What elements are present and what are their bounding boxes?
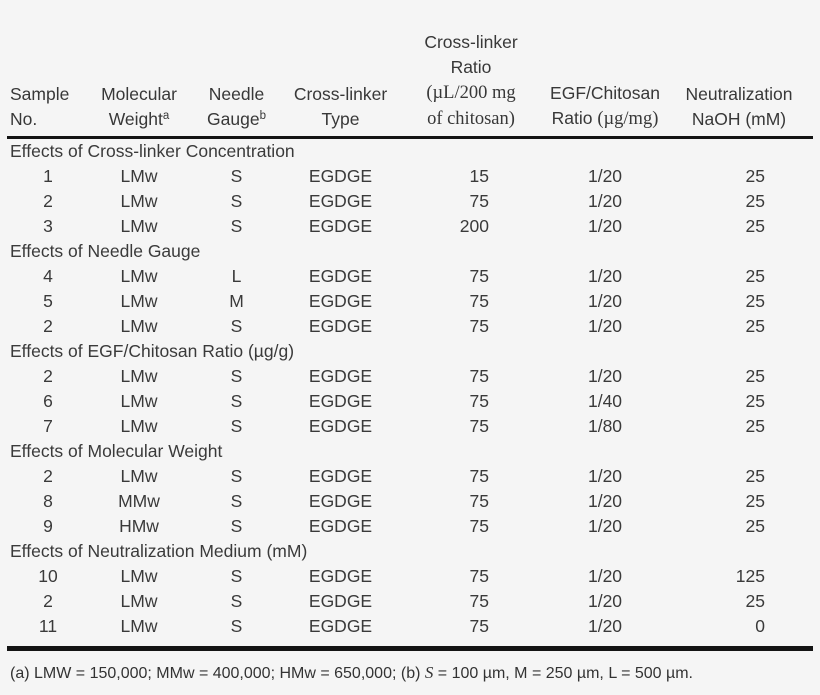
cell-egf-chitosan-ratio: 1/20 (587, 616, 623, 636)
cell-crosslinker-ratio: 75 (469, 316, 489, 336)
cell-molecular-weight: LMw (120, 166, 158, 186)
cell-crosslinker-type: EGDGE (308, 466, 373, 486)
cell-egf-chitosan-ratio: 1/20 (587, 316, 623, 336)
header-unit-line: (µg/mg) (597, 109, 659, 129)
section-title: Effects of Needle Gauge (10, 241, 201, 261)
cell-molecular-weight: LMw (120, 291, 158, 311)
cell-crosslinker-type: EGDGE (308, 166, 373, 186)
header-line: Needle (208, 84, 265, 104)
cell-neutralization-naoh: 25 (745, 416, 765, 436)
cell-sample-no: 2 (43, 466, 53, 486)
footnote-marker-a: a (162, 110, 170, 122)
header-line: Cross-linker (293, 84, 388, 104)
cell-sample-no: 7 (43, 416, 53, 436)
cell-sample-no: 5 (43, 291, 53, 311)
cell-crosslinker-ratio: 75 (469, 491, 489, 511)
cell-sample-no: 2 (43, 366, 53, 386)
cell-needle-gauge: S (230, 491, 243, 511)
cell-neutralization-naoh: 25 (745, 166, 765, 186)
cell-molecular-weight: LMw (120, 566, 158, 586)
cell-crosslinker-ratio: 75 (469, 366, 489, 386)
cell-molecular-weight: LMw (120, 416, 158, 436)
cell-neutralization-naoh: 25 (745, 291, 765, 311)
table-body (7, 139, 813, 639)
col-header-neutralization-naoh (665, 82, 813, 132)
cell-needle-gauge: S (230, 366, 243, 386)
cell-molecular-weight: LMw (120, 391, 158, 411)
cell-crosslinker-ratio: 75 (469, 191, 489, 211)
header-line: Sample (10, 84, 70, 104)
cell-crosslinker-ratio: 75 (469, 266, 489, 286)
cell-egf-chitosan-ratio: 1/20 (587, 291, 623, 311)
cell-needle-gauge: S (230, 216, 243, 236)
cell-crosslinker-ratio: 75 (469, 516, 489, 536)
col-header-needle-gauge (189, 82, 284, 132)
cell-sample-no: 1 (43, 166, 53, 186)
col-header-egf-chitosan-ratio (545, 81, 665, 132)
experimental-conditions-table (7, 0, 813, 684)
cell-molecular-weight: LMw (120, 316, 158, 336)
cell-needle-gauge: S (230, 466, 243, 486)
header-line: Ratio (450, 57, 492, 77)
cell-crosslinker-ratio: 75 (469, 291, 489, 311)
cell-sample-no: 6 (43, 391, 53, 411)
cell-neutralization-naoh: 25 (745, 366, 765, 386)
cell-needle-gauge: L (231, 266, 242, 286)
cell-sample-no: 11 (38, 616, 58, 636)
cell-neutralization-naoh: 0 (755, 616, 765, 636)
header-line: Neutralization (685, 84, 793, 104)
cell-crosslinker-type: EGDGE (308, 416, 373, 436)
cell-crosslinker-type: EGDGE (308, 591, 373, 611)
cell-molecular-weight: HMw (119, 516, 159, 536)
cell-egf-chitosan-ratio: 1/20 (587, 466, 623, 486)
cell-crosslinker-ratio: 75 (469, 391, 489, 411)
cell-neutralization-naoh: 25 (745, 466, 765, 486)
col-header-crosslinker-type (284, 82, 397, 132)
cell-sample-no: 2 (43, 191, 53, 211)
cell-crosslinker-type: EGDGE (308, 291, 373, 311)
cell-molecular-weight: LMw (120, 616, 158, 636)
cell-sample-no: 4 (43, 266, 53, 286)
bottom-rule (7, 646, 813, 651)
cell-crosslinker-type: EGDGE (308, 366, 373, 386)
cell-egf-chitosan-ratio: 1/20 (587, 366, 623, 386)
cell-crosslinker-ratio: 75 (469, 616, 489, 636)
cell-molecular-weight: MMw (118, 491, 160, 511)
section-title: Effects of Cross-linker Concentration (10, 141, 295, 161)
cell-egf-chitosan-ratio: 1/20 (587, 266, 623, 286)
table-header-row (7, 0, 813, 132)
header-line: Type (321, 109, 360, 129)
cell-crosslinker-ratio: 200 (459, 216, 489, 236)
cell-needle-gauge: S (230, 566, 243, 586)
col-header-sample-no (7, 82, 89, 132)
cell-sample-no: 9 (43, 516, 53, 536)
cell-crosslinker-ratio: 75 (469, 566, 489, 586)
cell-egf-chitosan-ratio: 1/20 (587, 216, 623, 236)
cell-crosslinker-ratio: 15 (469, 166, 489, 186)
header-line: Cross-linker (424, 32, 518, 52)
footnote-marker-b: b (259, 110, 266, 122)
header-unit-line: (µL/200 mg (426, 83, 516, 103)
cell-sample-no: 2 (43, 316, 53, 336)
cell-egf-chitosan-ratio: 1/80 (587, 416, 623, 436)
cell-crosslinker-type: EGDGE (308, 216, 373, 236)
cell-molecular-weight: LMw (120, 591, 158, 611)
cell-neutralization-naoh: 25 (745, 391, 765, 411)
footnote-s-symbol: S (424, 663, 434, 682)
header-unit-line: of chitosan) (427, 109, 515, 129)
cell-neutralization-naoh: 25 (745, 191, 765, 211)
cell-sample-no: 10 (38, 566, 58, 586)
cell-crosslinker-type: EGDGE (308, 391, 373, 411)
header-line: Gauge (207, 109, 260, 129)
cell-crosslinker-type: EGDGE (308, 191, 373, 211)
cell-crosslinker-ratio: 75 (469, 416, 489, 436)
cell-molecular-weight: LMw (120, 266, 158, 286)
header-line: Weight (108, 109, 163, 129)
col-header-crosslinker-ratio (397, 30, 545, 132)
table-footnote (7, 662, 813, 684)
cell-sample-no: 8 (43, 491, 53, 511)
cell-neutralization-naoh: 25 (745, 266, 765, 286)
cell-egf-chitosan-ratio: 1/40 (587, 391, 623, 411)
cell-molecular-weight: LMw (120, 216, 158, 236)
cell-needle-gauge: S (230, 516, 243, 536)
cell-needle-gauge: S (230, 416, 243, 436)
header-line: NaOH (mM) (691, 109, 787, 129)
header-line: Ratio (551, 108, 598, 128)
cell-neutralization-naoh: 125 (735, 566, 765, 586)
cell-neutralization-naoh: 25 (745, 516, 765, 536)
cell-crosslinker-ratio: 75 (469, 591, 489, 611)
cell-needle-gauge: S (230, 316, 243, 336)
cell-crosslinker-type: EGDGE (308, 616, 373, 636)
cell-sample-no: 2 (43, 591, 53, 611)
cell-neutralization-naoh: 25 (745, 591, 765, 611)
cell-molecular-weight: LMw (120, 191, 158, 211)
cell-needle-gauge: S (230, 616, 243, 636)
cell-egf-chitosan-ratio: 1/20 (587, 591, 623, 611)
cell-crosslinker-type: EGDGE (308, 491, 373, 511)
cell-molecular-weight: LMw (120, 466, 158, 486)
cell-needle-gauge: M (229, 291, 244, 311)
header-line: Molecular (101, 84, 177, 104)
col-header-molecular-weight (89, 82, 189, 132)
cell-egf-chitosan-ratio: 1/20 (587, 191, 623, 211)
cell-egf-chitosan-ratio: 1/20 (587, 166, 623, 186)
section-title: Effects of Molecular Weight (10, 441, 223, 461)
cell-molecular-weight: LMw (120, 366, 158, 386)
section-title: Effects of Neutralization Medium (mM) (10, 541, 308, 561)
header-line: No. (10, 109, 38, 129)
cell-sample-no: 3 (43, 216, 53, 236)
cell-egf-chitosan-ratio: 1/20 (587, 566, 623, 586)
cell-needle-gauge: S (230, 166, 243, 186)
cell-neutralization-naoh: 25 (745, 491, 765, 511)
footnote-text: (a) LMW = 150,000; MMw = 400,000; HMw = 650,000; (b) (10, 665, 425, 682)
footnote-text: = 100 µm, M = 250 µm, L = 500 µm. (433, 665, 693, 682)
cell-egf-chitosan-ratio: 1/20 (587, 491, 623, 511)
cell-needle-gauge: S (230, 591, 243, 611)
cell-neutralization-naoh: 25 (745, 216, 765, 236)
cell-crosslinker-type: EGDGE (308, 516, 373, 536)
cell-needle-gauge: S (230, 191, 243, 211)
cell-crosslinker-type: EGDGE (308, 316, 373, 336)
header-line: EGF/Chitosan (550, 83, 660, 103)
cell-needle-gauge: S (230, 391, 243, 411)
cell-egf-chitosan-ratio: 1/20 (587, 516, 623, 536)
cell-neutralization-naoh: 25 (745, 316, 765, 336)
section-title: Effects of EGF/Chitosan Ratio (µg/g) (10, 341, 295, 361)
cell-crosslinker-type: EGDGE (308, 266, 373, 286)
cell-crosslinker-ratio: 75 (469, 466, 489, 486)
cell-crosslinker-type: EGDGE (308, 566, 373, 586)
